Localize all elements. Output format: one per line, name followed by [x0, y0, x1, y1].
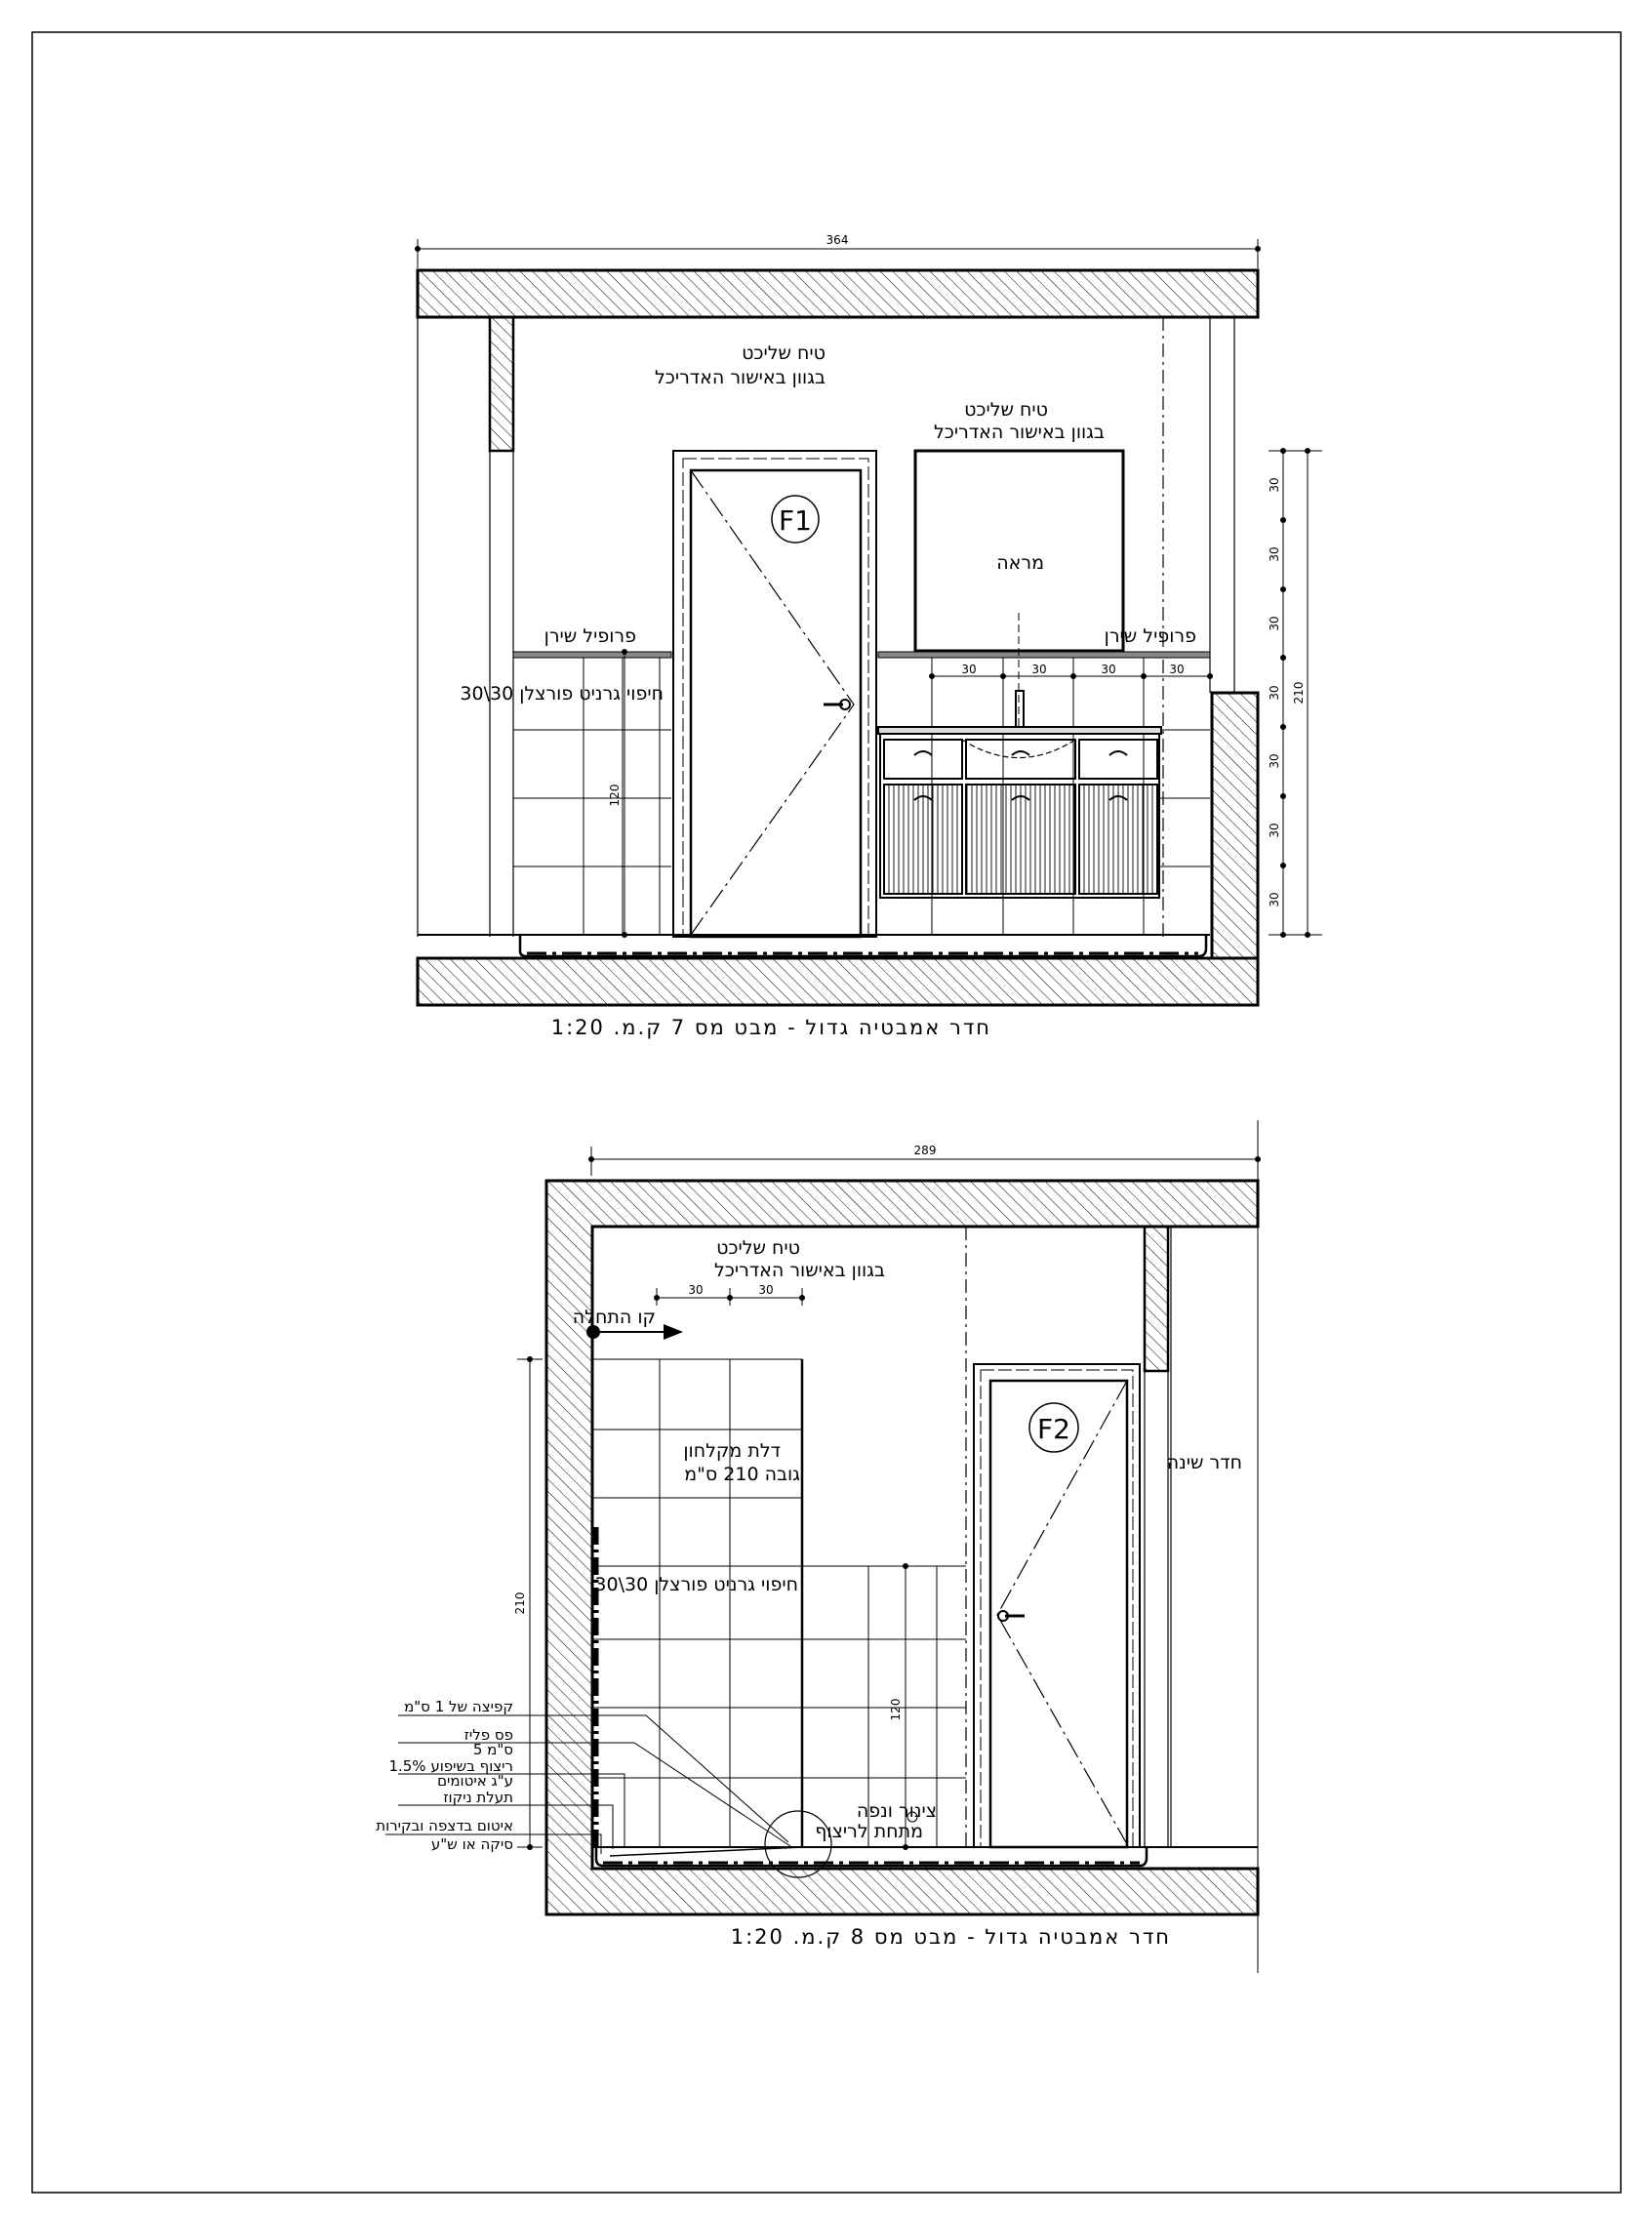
tile-dim-7-d: 30: [1169, 663, 1185, 676]
shower-door-8-l2: גובה 210 ס"מ: [684, 1464, 800, 1485]
door-f2-tag: F2: [1037, 1413, 1070, 1445]
overall-dimension-7-value: 364: [826, 233, 849, 247]
detail-note-8: סיקה או ש"ע: [430, 1835, 513, 1853]
tile-note-8: חיפוי גרניט פורצלן 30\30: [594, 1574, 798, 1595]
detail-note-1: קפיצה של 1 ס"מ: [404, 1698, 513, 1715]
wall-stub-7: [490, 317, 513, 451]
vdim-7-5: 30: [1268, 753, 1281, 769]
mirror-plaster-7-l1: טיח שליכט: [964, 399, 1048, 421]
start-line-label-8: קו התחלה: [572, 1307, 656, 1328]
shower-tile-grid-8: [592, 1359, 966, 1847]
floor-slab-7: [418, 958, 1258, 1005]
detail-note-7: איטום בדצפה ובקירות: [376, 1817, 513, 1834]
vdim-7-4: 30: [1268, 685, 1281, 701]
faucet-7: [1016, 613, 1024, 728]
detail-note-4: ריצוף בשיפוע 1.5%: [388, 1757, 513, 1775]
plaster-note-8-l1: טיח שליכט: [716, 1237, 800, 1259]
vdim-7-7: 30: [1268, 892, 1281, 907]
profile-strip-right-7: [878, 652, 1210, 658]
plaster-note-7-l2: בגוון באישור האדריכל: [654, 367, 826, 388]
tile-dim-7-b: 30: [1031, 663, 1047, 676]
elevation-7: [416, 233, 1323, 1039]
vanity-cabinet-7: [878, 727, 1161, 898]
ceiling-slab-7: [418, 270, 1258, 317]
right-wall-7: [1212, 693, 1258, 958]
height-dim-value-8: 210: [513, 1591, 527, 1615]
profile-left-7: פרופיל שירן: [544, 625, 636, 647]
detail-note-6: תעלת ניקוז: [443, 1789, 513, 1806]
pipe-note-8-l1: צינור ונפה: [856, 1800, 937, 1822]
profile-right-7: פרופיל שירן: [1104, 625, 1196, 647]
tile-note-7: חיפוי גרניט פורצלן 30\30: [460, 683, 664, 705]
elevation-7-title: חדר אמבטיה גדול - מבט מס 7 ק.מ. 1:20: [550, 1016, 991, 1039]
plaster-note-8-l2: בגוון באישור האדריכל: [713, 1260, 885, 1281]
detail-note-5: ע"ג איטומים: [437, 1772, 513, 1790]
vdim-7-3: 30: [1268, 616, 1281, 631]
wall-stub-8: [1145, 1227, 1168, 1371]
top-dim-8-b: 30: [758, 1283, 774, 1297]
shower-door-8-l1: דלת מקלחון: [683, 1440, 781, 1462]
tile-height-value-7: 120: [608, 784, 622, 807]
tile-dim-7-c: 30: [1101, 663, 1116, 676]
plaster-note-7-l1: טיח שליכט: [742, 342, 826, 364]
top-dim-8-a: 30: [688, 1283, 704, 1297]
door-f1-tag: F1: [779, 504, 812, 537]
mirror-7: [915, 451, 1123, 651]
overall-height-7: 210: [1292, 681, 1306, 705]
vdim-7-1: 30: [1268, 477, 1281, 493]
detail-note-2: פס פליז: [463, 1726, 513, 1744]
floor-tray-7: [418, 935, 1210, 956]
top-dims-8: [655, 1288, 805, 1306]
elevation-8-title: חדר אמבטיה גדול - מבט מס 8 ק.מ. 1:20: [730, 1925, 1171, 1949]
door-f1: [673, 451, 876, 937]
mirror-plaster-7-l2: בגוון באישור האדריכל: [933, 422, 1105, 443]
tile-height-value-8: 120: [889, 1698, 903, 1721]
profile-strip-left-7: [513, 652, 671, 658]
bedroom-label-8: חדר שינה: [1166, 1452, 1242, 1473]
tile-dim-7-a: 30: [961, 663, 977, 676]
elevation-8: [376, 1120, 1260, 1973]
mirror-label-7: מראה: [996, 552, 1044, 574]
vdim-7-2: 30: [1268, 546, 1281, 562]
vdim-7-6: 30: [1268, 823, 1281, 838]
pipe-note-8-l2: מתחת לריצוף: [815, 1821, 923, 1842]
overall-dimension-8-value: 289: [913, 1144, 937, 1157]
detail-note-3: 5 ס"מ: [472, 1741, 513, 1758]
